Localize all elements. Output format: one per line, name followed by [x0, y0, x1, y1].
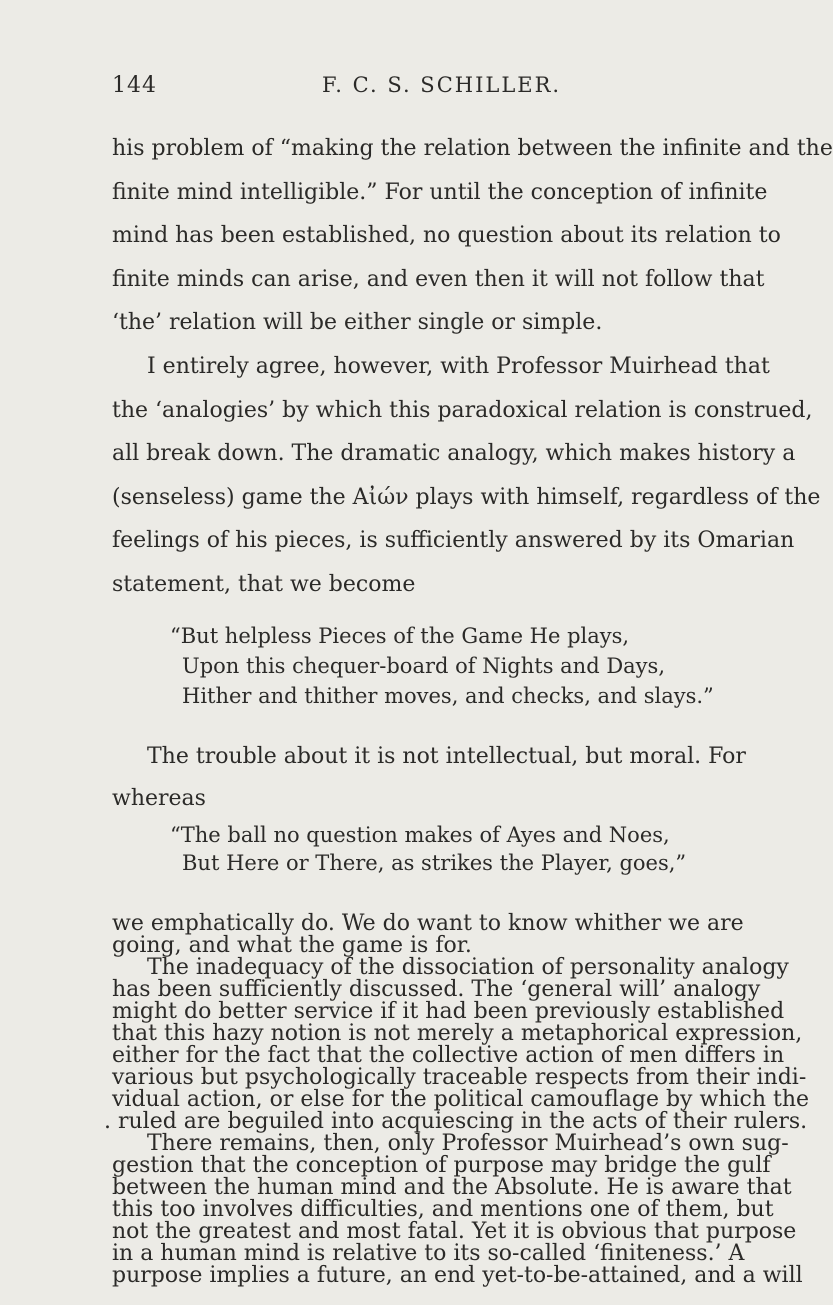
text-line: between the human mind and the Absolute. He is aware that: [112, 1175, 792, 1200]
text-line: mind has been established, no question about its relation to: [112, 223, 781, 249]
text-line: gestion that the conception of purpose may bridge the gulf: [112, 1153, 771, 1178]
text-line: finite minds can arise, and even then it will not follow that: [112, 266, 765, 292]
text-line: The trouble about it is not intellectual, but moral. For: [147, 744, 746, 769]
verse-line: Hither and thither moves, and checks, and slays.”: [182, 684, 714, 708]
text-line: that this hazy notion is not merely a metaphorical expression,: [112, 1021, 803, 1046]
page-number: 144: [112, 73, 157, 98]
text-line: going, and what the game is for.: [112, 933, 472, 958]
text-line: . ruled are beguiled into acquiescing in the acts of their rulers.: [104, 1109, 808, 1134]
text-line: the ‘analogies’ by which this paradoxical relation is construed,: [112, 397, 813, 423]
text-line: The inadequacy of the dissociation of personality analogy: [147, 955, 789, 980]
text-line: purpose implies a future, an end yet-to-be-attained, and a will: [112, 1263, 803, 1288]
verse-line: “But helpless Pieces of the Game He plays,: [170, 624, 630, 648]
text-line: various but psychologically traceable respects from their indi-: [112, 1065, 807, 1090]
verse-line: “The ball no question makes of Ayes and Noes,: [170, 822, 670, 847]
text-line: in a human mind is relative to its so-called ‘finiteness.’ A: [112, 1241, 745, 1266]
text-line: all break down. The dramatic analogy, which makes history a: [112, 441, 796, 467]
text-line: feelings of his pieces, is sufficiently answered by its Omarian: [112, 528, 795, 554]
text-line: not the greatest and most fatal. Yet it is obvious that purpose: [112, 1219, 797, 1244]
text-line: we emphatically do. We do want to know whither we are: [112, 911, 744, 936]
page-header: [112, 73, 718, 103]
text-line: vidual action, or else for the political camouflage by which the: [112, 1087, 810, 1112]
text-line: might do better service if it had been previously established: [112, 999, 785, 1024]
text-line: ‘the’ relation will be either single or simple.: [112, 310, 603, 336]
text-line: whereas: [112, 785, 206, 811]
verse-line: But Here or There, as strikes the Player, goes,”: [182, 850, 687, 875]
text-line: I entirely agree, however, with Professor Muirhead that: [147, 354, 770, 379]
text-line: (senseless) game the Αἰών plays with himself, regardless of the: [112, 484, 821, 510]
text-line: finite mind intelligible.” For until the conception of infinite: [112, 179, 768, 205]
verse-line: Upon this chequer-board of Nights and Days,: [182, 654, 665, 678]
text-line: either for the fact that the collective action of men differs in: [112, 1043, 785, 1068]
text-line: this too involves difficulties, and mentions one of them, but: [112, 1197, 774, 1222]
text-line: statement, that we become: [112, 572, 416, 597]
text-line: There remains, then, only Professor Muirhead’s own sug-: [147, 1131, 789, 1156]
text-line: his problem of “making the relation between the infinite and the: [112, 136, 833, 161]
text-line: has been sufficiently discussed. The ‘general will’ analogy: [112, 977, 761, 1002]
running-head: F. C. S. SCHILLER.: [322, 73, 562, 97]
